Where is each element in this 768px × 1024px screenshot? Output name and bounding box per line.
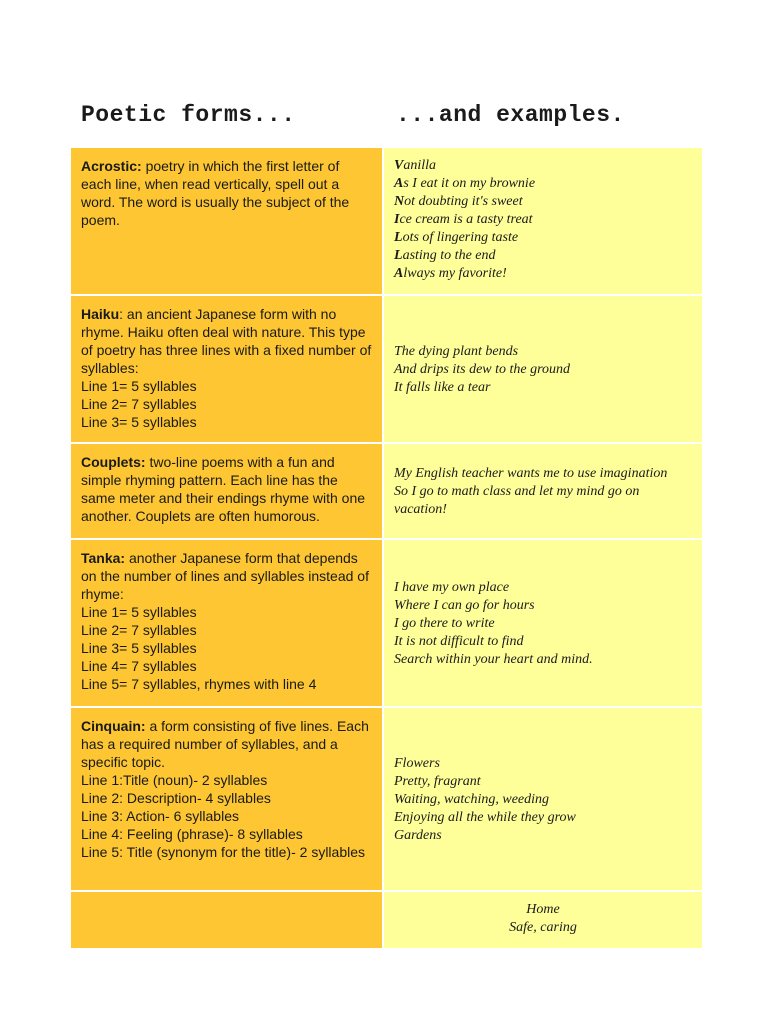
example-line: Always my favorite!: [394, 266, 507, 281]
form-term: Tanka:: [81, 550, 126, 566]
form-description-cell: [71, 708, 384, 890]
form-description: another Japanese form that depends on the number of lines and syllables instead of rhyme:: [81, 550, 369, 602]
example-line: Where I can go for hours: [394, 597, 535, 613]
form-description-cell: [71, 892, 384, 948]
form-description: a form consisting of five lines. Each has a required number of syllables, and a specific topic.: [81, 718, 369, 770]
syllable-rule: Line 2: Description- 4 syllables: [81, 790, 271, 806]
table-row-couplets: [71, 444, 704, 540]
example-line: I have my own place: [394, 579, 510, 595]
syllable-rule: Line 5= 7 syllables, rhymes with line 4: [81, 676, 317, 692]
example-line: Home: [526, 902, 560, 917]
form-description: two-line poems with a fun and simple rhyming pattern. Each line has the same meter and their endings rhyme with one another. Couplets are often humorous.: [81, 454, 366, 524]
form-term: Acrostic:: [81, 158, 142, 174]
form-description-cell: [71, 148, 384, 294]
example-cell: [384, 540, 702, 706]
table-row-cinquain: [71, 708, 704, 892]
forms-heading: Poetic forms...: [81, 102, 296, 128]
syllable-rule: Line 3= 5 syllables: [81, 414, 197, 430]
syllable-rule: Line 4: Feeling (phrase)- 8 syllables: [81, 826, 303, 842]
example-cell: [384, 708, 702, 890]
example-line: Safe, caring: [509, 920, 577, 935]
syllable-rule: Line 1:Title (noun)- 2 syllables: [81, 772, 268, 788]
table-row-acrostic: [71, 148, 704, 296]
example-line: As I eat it on my brownie: [394, 176, 536, 191]
example-line: Pretty, fragrant: [394, 773, 481, 789]
syllable-rule: Line 3: Action- 6 syllables: [81, 808, 239, 824]
syllable-rule: Line 4= 7 syllables: [81, 658, 197, 674]
example-line: Not doubting it's sweet: [394, 194, 523, 209]
example-line: Search within your heart and mind.: [394, 651, 593, 667]
example-cell: [384, 892, 702, 948]
form-description: poetry in which the first letter of each line, when read vertically, spell out a word. The word is usually the subject of the poem.: [81, 158, 350, 228]
form-description-cell: [71, 444, 384, 538]
example-line: Enjoying all the while they grow: [394, 809, 576, 825]
form-description-cell: [71, 540, 384, 706]
example-line: I go there to write: [394, 615, 495, 631]
table-row-haiku: [71, 296, 704, 444]
example-cell: [384, 148, 702, 294]
example-line: My English teacher wants me to use imagination: [394, 465, 668, 481]
syllable-rule: Line 3= 5 syllables: [81, 640, 197, 656]
form-term: Cinquain:: [81, 718, 146, 734]
example-line: Vanilla: [394, 158, 437, 173]
example-line: It falls like a tear: [394, 379, 491, 395]
example-line: So I go to math class and let my mind go on vacation!: [394, 483, 640, 517]
example-line: Waiting, watching, weeding: [394, 791, 550, 807]
syllable-rule: Line 1= 5 syllables: [81, 378, 197, 394]
form-description-cell: [71, 296, 384, 442]
example-line: The dying plant bends: [394, 343, 519, 359]
example-line: Ice cream is a tasty treat: [394, 212, 533, 227]
table-row-continued: [71, 892, 704, 950]
syllable-rule: Line 2= 7 syllables: [81, 396, 197, 412]
form-term: Haiku: [81, 306, 120, 322]
example-line: It is not difficult to find: [394, 633, 524, 649]
example-cell: [384, 444, 702, 538]
example-line: Lasting to the end: [394, 248, 496, 263]
table-row-tanka: [71, 540, 704, 708]
syllable-rule: Line 1= 5 syllables: [81, 604, 197, 620]
example-line: Lots of lingering taste: [394, 230, 519, 245]
poetic-forms-table: [71, 148, 704, 950]
examples-heading: ...and examples.: [396, 102, 625, 128]
form-term: Couplets:: [81, 454, 146, 470]
syllable-rule: Line 5: Title (synonym for the title)- 2 syllables: [81, 844, 366, 860]
example-cell: [384, 296, 702, 442]
syllable-rule: Line 2= 7 syllables: [81, 622, 197, 638]
example-line: Gardens: [394, 827, 442, 843]
example-line: Flowers: [394, 755, 440, 771]
form-description: : an ancient Japanese form with no rhyme. Haiku often deal with nature. This type of poetry has three lines with a fixed number of syllables:: [81, 306, 372, 376]
example-line: And drips its dew to the ground: [394, 361, 571, 377]
